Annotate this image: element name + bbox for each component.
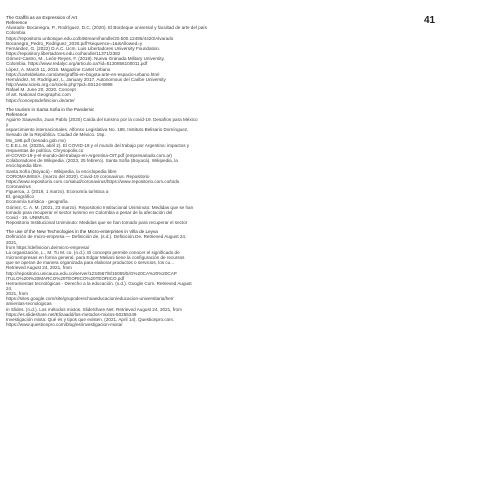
reference-line: el-COVID-19-y-el-mundo-del-trabajo-en-Argentina-OIT.pdf (empresariado.com.ar) [6, 153, 172, 159]
reference-line: Covid - 19. UNIMIUS. [6, 214, 51, 220]
reference-line: Aguirre Saavedra, Juan Pablo (2020) Caída del turismo por la covid-19. Desafíos para México [6, 116, 198, 122]
reference-line: in Slides. (n.d.). Los métodos mixtos. SlideShare.Net. Retrieved August 24, 2021, from [6, 306, 182, 312]
reference-line: https://conceptodefinicion.de/arte/ [6, 97, 75, 103]
reference-line: ITULO%20I%20MARCO%20TEORICO%20TEORICO.pdf [6, 275, 125, 281]
section-technologies [6, 229, 426, 327]
reference-line: Coronavirus [6, 184, 31, 189]
reference-line: López, A. March 11, 2015. Magazine Cartel Urbano [6, 66, 111, 72]
reference-line: https://es.slideshare.net/Elizaadd/los-metodos-mixtos-50255249 [6, 311, 137, 317]
references-heading: Reference [6, 20, 28, 26]
reference-line: Rafael M. June 20, 2020. Concept [6, 87, 76, 93]
reference-line: Hernández, M. Rodríguez, L. January 2017. Autonomous del Caribe University [6, 76, 166, 82]
section-title: The Graffiti as an Expression of Art [6, 15, 78, 20]
reference-line: http://repositorio.unicauca.edu.co/server/1234567/8/15055/5/G%20CA%20%20CAP [6, 270, 177, 276]
reference-line: Fernández, G. (2022) D.A.C. Ucm. Luis Libertadores University Foundation. [6, 45, 161, 51]
reference-line: 2021, from [6, 291, 28, 297]
reference-line: Definición de micro-empresa — Definición de. (s.d.). Definición.De. Retrieved August 24, [6, 234, 187, 240]
reference-line: Investigación mixta: Qué es y tipos que existen. (2021, April 14). Questionpro.com. [6, 316, 175, 322]
reference-line: C.E.E.L.M. (2020a, abril 2). El COVID-19 y el mundo del trabajo por Argentina: impactos y [6, 142, 190, 148]
reference-line: y [6, 122, 9, 128]
reference-line: https://www.repositorio.com.co/salud/coronavirus/https://www.repositorio.com.co/todo [6, 178, 180, 184]
reference-list [6, 234, 426, 327]
section-tourism [6, 107, 426, 226]
references-content [6, 15, 426, 327]
reference-line: Figueroa, J. (2019, 1 marzo). Economía turística a [6, 189, 109, 195]
references-heading: Reference [6, 111, 28, 117]
reference-line: 2021, [6, 239, 18, 245]
reference-line: La organización, L., M. Tu M. co. (n.d.). El concepto permite conocer el significado de [6, 249, 180, 255]
page-number: 41 [424, 15, 436, 26]
reference-line: http://www.scielo.org.co/scielo.php?pid=S0124-8998 [6, 82, 113, 88]
reference-line: Senado de la República. Ciudad de México. 15p. [6, 132, 106, 138]
reference-line: Mx_188.pdf (senado.gob.mx) [6, 137, 66, 143]
reference-line: Repositorio Institucional Uniminuto: Medidas que se han tomado para recuperar el sector [6, 220, 188, 226]
reference-line: Colaboradores de Wikipedia. (2023, 25 febrero). Santa Sofía (Boyacá). Wikipedia, la [6, 158, 178, 164]
reference-line: of art. National Geographic.com [6, 92, 71, 98]
reference-line: 24, [6, 285, 13, 291]
reference-line: Bocanegra_Pedro_Rodriguez_2020.pdf?sequence=1&isAllowed=y [6, 40, 143, 46]
reference-line: Gómez-Castro, M., León-Reyes, F. (2019). Nueva Granada Military University, [6, 56, 165, 62]
reference-line: enciclopedia libre. [6, 163, 43, 169]
reference-line: Retrieved August 24, 2021, from [6, 265, 72, 271]
reference-list [6, 117, 426, 225]
reference-line: Santa Sofía (Boyacá) - Wikipedia, la enciclopedia libre [6, 168, 117, 174]
reference-line: Herramientas tecnológicas - Derecho a la educación. (s.d.). Google Com. Retrieved August [6, 280, 192, 286]
reference-line: microempresas en forma general, para Edgar Meliani tiene la configuración de recursos [6, 255, 185, 261]
reference-line: https://www.questionpro.com/blog/es/investigacion-mixta/ [6, 322, 123, 328]
reference-line: Colombia. https://www.redalyc.org/articulo.oa?id=5130856100011.pdf [6, 61, 148, 67]
reference-line: Economía turística - geografía. [6, 199, 69, 205]
reference-line: https://repository.libertadores.edu.co/handle/11371/2382 [6, 51, 121, 57]
reference-line: amientas-tecnologicas [6, 301, 52, 307]
reference-line: El, geográfico [6, 194, 35, 200]
reference-list [6, 25, 426, 102]
reference-line: https://carteldelarte.com/arte/graffiti-en-bogota-arte-en-espacio-urbano.html [6, 71, 160, 77]
reference-line: que se operan de manera organizada para elaborar productos o servicios, los cu... [6, 260, 175, 266]
reference-line: https://repositorio.unbosque.edu.co/bitstream/handle/20.500.12495/4420/Alvarado [6, 35, 174, 41]
section-title: The use of the New Technologies in the Micro-enterprises in Villa de Leyva [6, 229, 158, 235]
reference-line: tomado para recuperar el sector turismo en Colombia a pesar de la afectación del [6, 209, 173, 215]
reference-line: Alvarado- Bocanegra, P., Rodríguez, D.C. (2020). El Bordeque universal y facultad de arte del país [6, 25, 207, 31]
reference-line: COROMAIMSI/A. (marzo del 2020). Covid-19 coronavirus. Repositorio [6, 173, 150, 179]
section-title: The tourism in Santa Sofia in the Pandemic [6, 106, 95, 112]
reference-line: Gómez, C. A. M. (2021, 23 marzo). Repositorio Institucional Uniminuto: Medidas que se han [6, 204, 194, 210]
reference-line: esparcimiento internacionales. Alfonso Legislativa No. 188, Instituto Belisario Domínguez, [6, 127, 189, 133]
reference-line: Colombia [6, 30, 26, 36]
reference-line: from https://definicion.de/micro-empresa/ [6, 244, 90, 250]
reference-line: https://sites.google.com/site/grupoderechoaeducacion/educacion-universitaria/herr [6, 296, 174, 302]
reference-line: respuestas de política. Chrysopolis.co [6, 147, 84, 153]
section-graffiti [6, 15, 426, 103]
